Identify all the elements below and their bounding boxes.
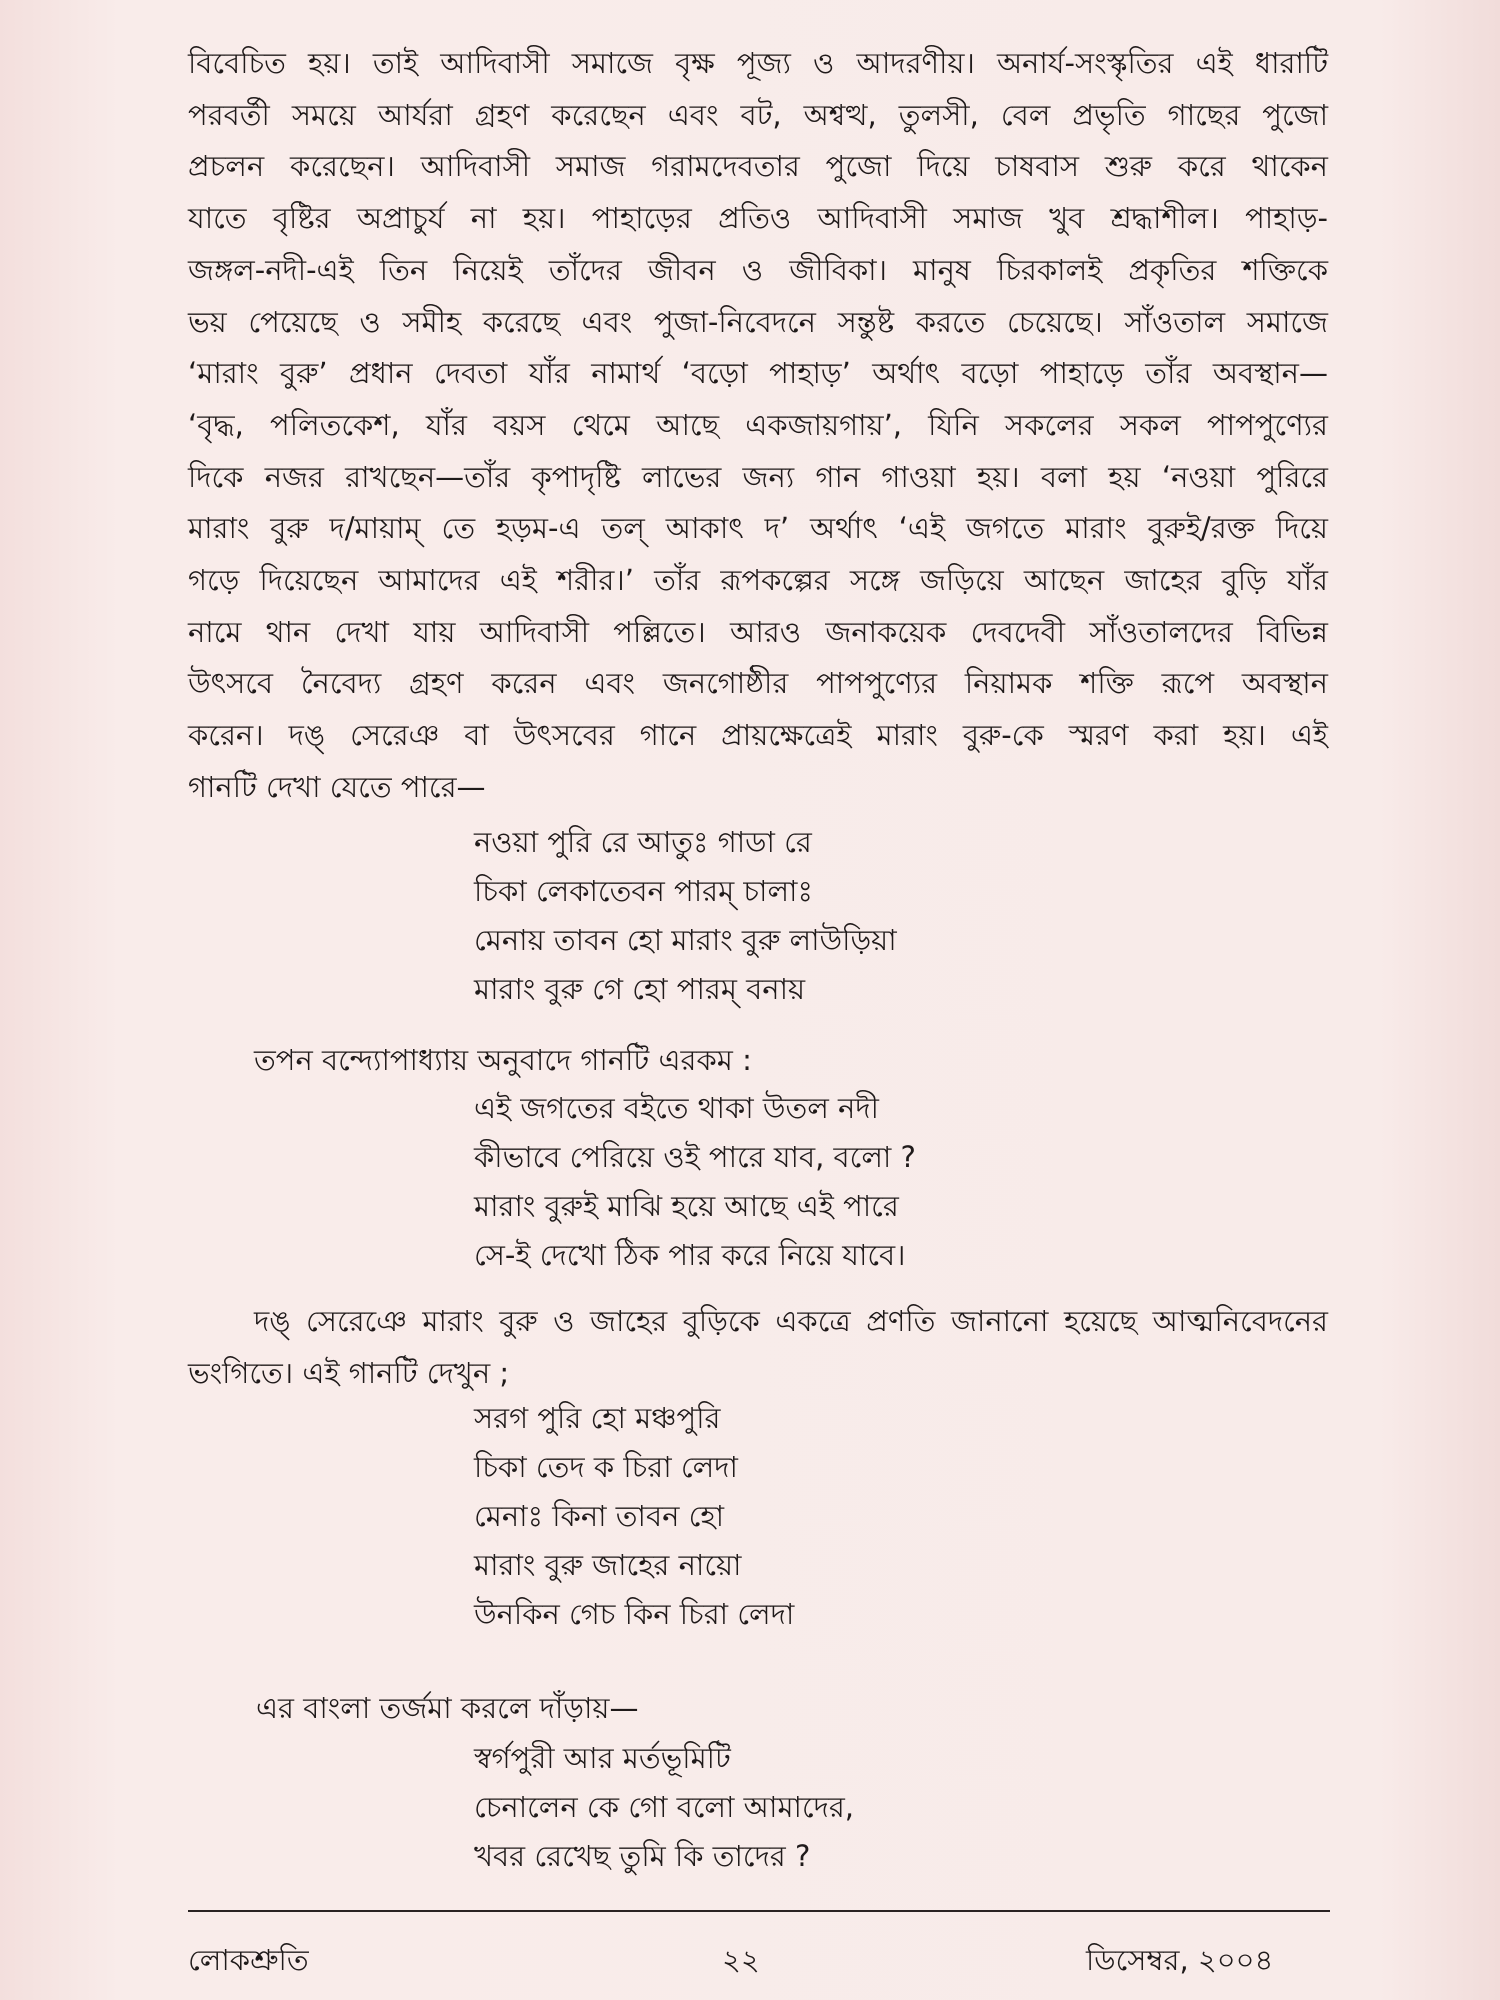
verse-line: মারাং বুরু জাহের নায়ো bbox=[474, 1548, 742, 1582]
verse-line: চিকা তেদ ক চিরা লেদা bbox=[474, 1450, 738, 1484]
text-line: দঙ্ সেরেঞে মারাং বুরু ও জাহের বুড়িকে একত্রে প্রণতি জানানো হয়েছে আত্মনিবেদনের bbox=[254, 1304, 1328, 1338]
verse-line: উনকিন গেচ কিন চিরা লেদা bbox=[474, 1597, 795, 1631]
text-line: গানটি দেখা যেতে পারে— bbox=[188, 769, 486, 804]
text-line: যাতে বৃষ্টির অপ্রাচুর্য না হয়। পাহাড়ের প্রতিও আদিবাসী সমাজ খুব শ্রদ্ধাশীল। পাহাড়- bbox=[188, 201, 1328, 236]
bengali-translation-1 bbox=[474, 1084, 916, 1280]
translation-intro: তপন বন্দ্যোপাধ্যায় অনুবাদে গানটি এরকম : bbox=[254, 1043, 752, 1077]
verse-line: সে-ই দেখো ঠিক পার করে নিয়ে যাবে। bbox=[474, 1238, 906, 1272]
verse-line: চেনালেন কে গো বলো আমাদের, bbox=[474, 1790, 855, 1824]
footer-divider bbox=[188, 1910, 1330, 1912]
verse-line: কীভাবে পেরিয়ে ওই পারে যাব, বলো ? bbox=[474, 1140, 916, 1174]
verse-line: মারাং বুরুই মাঝি হয়ে আছে এই পারে bbox=[474, 1189, 899, 1223]
text-line: মারাং বুরু দ/মায়াম্ তে হড়ম-এ তল্ আকাৎ দ’ অর্থাৎ ‘এই জগতে মারাং বুরুই/রক্ত দিয়ে bbox=[188, 511, 1328, 546]
text-line: দিকে নজর রাখছেন—তাঁর কৃপাদৃষ্টি লাভের জন্য গান গাওয়া হয়। বলা হয় ‘নওয়া পুরিরে bbox=[188, 459, 1328, 494]
text-line: ‘মারাং বুরু’ প্রধান দেবতা যাঁর নামার্থ ‘বড়ো পাহাড়’ অর্থাৎ বড়ো পাহাড়ে তাঁর অবস্থান— bbox=[188, 356, 1328, 391]
page-number: ২২ bbox=[722, 1943, 760, 1977]
verse-line: মেনাঃ কিনা তাবন হো bbox=[474, 1499, 725, 1533]
verse-line: মেনায় তাবন হো মারাং বুরু লাউড়িয়া bbox=[474, 923, 897, 957]
text-line: পরবর্তী সময়ে আর্যরা গ্রহণ করেছেন এবং বট, অশ্বত্থ, তুলসী, বেল প্রভৃতি গাছের পুজো bbox=[188, 97, 1328, 132]
text-line: ভংগিতে। এই গানটি দেখুন ; bbox=[188, 1355, 510, 1390]
verse-line: চিকা লেকাতেবন পারম্ চালাঃ bbox=[474, 874, 813, 908]
paragraph-1 bbox=[188, 38, 1328, 814]
paragraph-2 bbox=[188, 1296, 1328, 1399]
text-line: উৎসবে নৈবেদ্য গ্রহণ করেন এবং জনগোষ্ঠীর পাপপুণ্যের নিয়ামক শক্তি রূপে অবস্থান bbox=[188, 666, 1328, 701]
santali-song-1 bbox=[474, 818, 897, 1014]
text-line: ভয় পেয়েছে ও সমীহ করেছে এবং পুজা-নিবেদনে সন্তুষ্ট করতে চেয়েছে। সাঁওতাল সমাজে bbox=[188, 304, 1328, 339]
text-line: করেন। দঙ্ সেরেঞ বা উৎসবের গানে প্রায়ক্ষেত্রেই মারাং বুরু-কে স্মরণ করা হয়। এই bbox=[188, 718, 1328, 753]
translation-intro-2: এর বাংলা তর্জমা করলে দাঁড়ায়— bbox=[256, 1691, 639, 1725]
text-line: ‘বৃদ্ধ, পলিতকেশ, যাঁর বয়স থেমে আছে একজায়গায়’, যিনি সকলের সকল পাপপুণ্যের bbox=[188, 407, 1328, 442]
verse-line: খবর রেখেছ তুমি কি তাদের ? bbox=[474, 1839, 811, 1873]
verse-line: সরগ পুরি হো মঞ্চপুরি bbox=[474, 1401, 721, 1435]
verse-line: নওয়া পুরি রে আতুঃ গাডা রে bbox=[474, 825, 812, 859]
journal-name: লোকশ্রুতি bbox=[188, 1943, 309, 1977]
verse-line: স্বর্গপুরী আর মর্তভূমিটি bbox=[474, 1741, 731, 1775]
verse-line: মারাং বুরু গে হো পারম্ বনায় bbox=[474, 972, 806, 1006]
text-line: গড়ে দিয়েছেন আমাদের এই শরীর।’ তাঁর রূপকল্পের সঙ্গে জড়িয়ে আছেন জাহের বুড়ি যাঁর bbox=[188, 563, 1328, 598]
text-line: প্রচলন করেছেন। আদিবাসী সমাজ গরামদেবতার পুজো দিয়ে চাষবাস শুরু করে থাকেন bbox=[188, 149, 1328, 184]
verse-line: এই জগতের বইতে থাকা উতল নদী bbox=[474, 1091, 879, 1125]
text-line: বিবেচিত হয়। তাই আদিবাসী সমাজে বৃক্ষ পূজ্য ও আদরণীয়। অনার্য-সংস্কৃতির এই ধারাটি bbox=[188, 46, 1328, 80]
text-line: নামে থান দেখা যায় আদিবাসী পল্লিতে। আরও জনাকয়েক দেবদেবী সাঁওতালদের বিভিন্ন bbox=[188, 614, 1328, 649]
bengali-translation-2 bbox=[474, 1734, 854, 1881]
santali-song-2 bbox=[474, 1394, 794, 1639]
issue-date: ডিসেম্বর, ২০০৪ bbox=[1086, 1943, 1274, 1977]
text-line: জঙ্গল-নদী-এই তিন নিয়েই তাঁদের জীবন ও জীবিকা। মানুষ চিরকালই প্রকৃতির শক্তিকে bbox=[188, 252, 1328, 287]
